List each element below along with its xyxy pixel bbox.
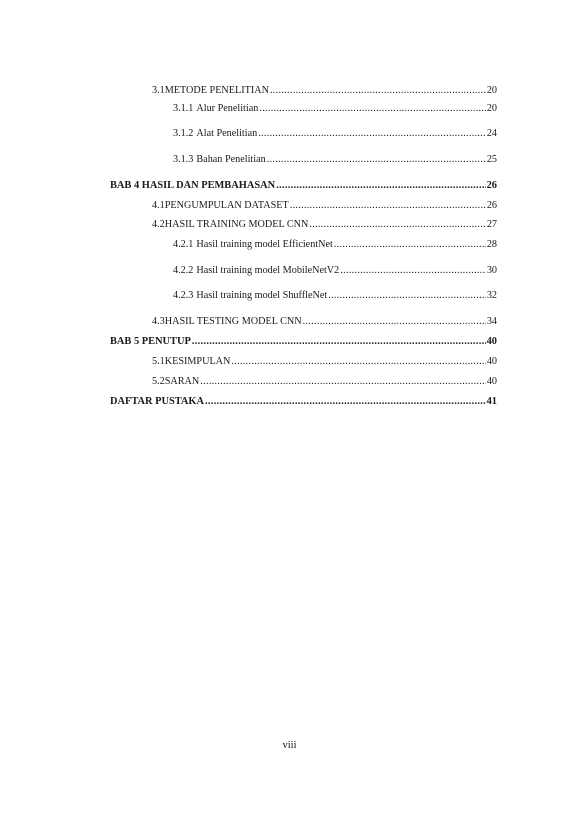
toc-entry-4-1 <box>152 199 497 212</box>
toc-entry-number: 4.3 <box>152 316 165 327</box>
toc-entry-3-1-1 <box>173 102 497 115</box>
toc-entry-3-1-2 <box>173 127 497 140</box>
toc-leader-dots <box>270 84 486 97</box>
toc-entry-4-3 <box>152 315 497 328</box>
toc-entry-number: 4.2.1 <box>173 239 194 250</box>
toc-entry-number: 4.2.3 <box>173 290 194 301</box>
toc-leader-dots <box>276 179 485 192</box>
toc-leader-dots <box>334 238 486 251</box>
page-number: viii <box>282 740 297 751</box>
toc-entry-title: KESIMPULAN <box>164 356 231 367</box>
toc-entry-title: Hasil training model MobileNetV2 <box>196 265 340 276</box>
toc-leader-dots <box>328 289 486 302</box>
toc-leader-dots <box>309 218 485 231</box>
toc-entry-title: Bahan Penelitian <box>196 154 266 165</box>
toc-entry-page: 26 <box>486 180 497 191</box>
toc-entry-number: 5.1 <box>152 356 165 367</box>
toc-entry-title: HASIL TESTING MODEL CNN <box>164 316 302 327</box>
toc-leader-dots <box>267 153 486 166</box>
toc-entry-title: Hasil training model EfficientNet <box>196 239 333 250</box>
toc-entry-number: 5.2 <box>152 376 165 387</box>
toc-entry-page: 40 <box>486 336 497 347</box>
toc-entry-4-2-2 <box>173 264 497 277</box>
toc-entry-title: METODE PENELITIAN <box>164 85 269 96</box>
toc-leader-dots <box>340 264 486 277</box>
toc-leader-dots <box>303 315 486 328</box>
toc-leader-dots <box>205 395 486 408</box>
toc-entry-page: 32 <box>486 290 497 301</box>
toc-entry-page: 24 <box>486 128 497 139</box>
toc-entry-number: 4.1 <box>152 200 165 211</box>
toc-entry-title: BAB 5 PENUTUP <box>110 336 191 347</box>
toc-entry-title: SARAN <box>164 376 200 387</box>
toc-entry-title: HASIL TRAINING MODEL CNN <box>164 219 309 230</box>
toc-entry-page: 30 <box>486 265 497 276</box>
toc-entry-page: 26 <box>486 200 497 211</box>
toc-entry-page: 20 <box>486 85 497 96</box>
toc-entry-number: 4.2 <box>152 219 165 230</box>
toc-entry-5-2 <box>152 375 497 388</box>
toc-entry-title: DAFTAR PUSTAKA <box>110 396 204 407</box>
toc-entry-page: 27 <box>486 219 497 230</box>
toc-entry-number: 4.2.2 <box>173 265 194 276</box>
toc-entry-bab-4 <box>110 179 497 192</box>
toc-leader-dots <box>290 199 486 212</box>
toc-entry-number: 3.1.3 <box>173 154 194 165</box>
toc-leader-dots <box>231 355 485 368</box>
toc-entry-bab-5 <box>110 335 497 348</box>
toc-entry-number: 3.1.1 <box>173 103 194 114</box>
toc-leader-dots <box>258 127 486 140</box>
toc-entry-page: 40 <box>486 376 497 387</box>
toc-leader-dots <box>200 375 486 388</box>
toc-entry-title: Alur Penelitian <box>196 103 259 114</box>
toc-leader-dots <box>192 335 486 348</box>
toc-entry-number: 3.1.2 <box>173 128 194 139</box>
toc-entry-number: 3.1 <box>152 85 165 96</box>
toc-entry-title: BAB 4 HASIL DAN PEMBAHASAN <box>110 180 276 191</box>
toc-entry-page: 28 <box>486 239 497 250</box>
toc-entry-4-2-3 <box>173 289 497 302</box>
toc-leader-dots <box>259 102 485 115</box>
toc-entry-page: 40 <box>486 356 497 367</box>
toc-entry-4-2 <box>152 218 497 231</box>
toc-entry-4-2-1 <box>173 238 497 251</box>
toc-entry-page: 41 <box>486 396 497 407</box>
toc-entry-5-1 <box>152 355 497 368</box>
toc-entry-3-1-3 <box>173 153 497 166</box>
toc-entry-daftar-pustaka <box>110 395 497 408</box>
toc-entry-title: Alat Penelitian <box>196 128 258 139</box>
toc-entry-page: 34 <box>486 316 497 327</box>
toc-entry-page: 20 <box>486 103 497 114</box>
toc-entry-title: PENGUMPULAN DATASET <box>164 200 289 211</box>
toc-entry-title: Hasil training model ShuffleNet <box>196 290 328 301</box>
toc-entry-3-1 <box>152 84 497 97</box>
toc-entry-page: 25 <box>486 154 497 165</box>
